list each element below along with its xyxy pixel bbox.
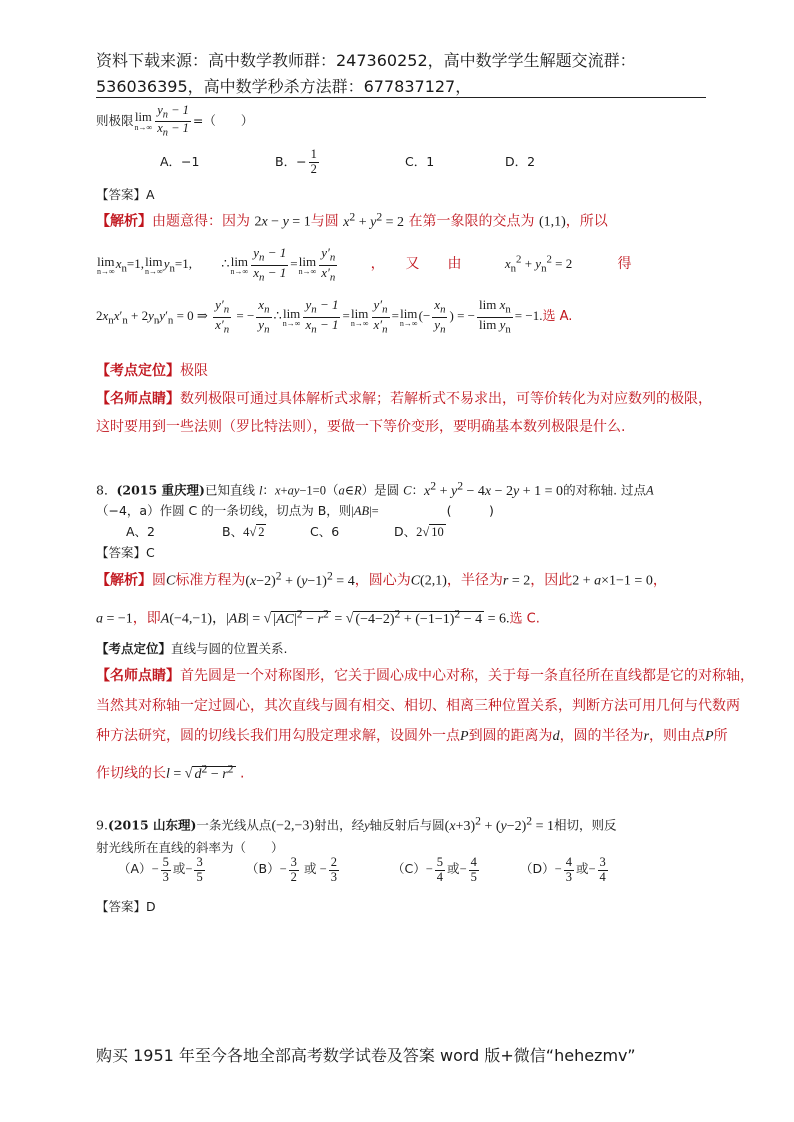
q8-kaodian <box>96 639 288 657</box>
q9-stem-line1: 9.(2015 山东理)一条光线从点(−2,−3)射出，经y轴反射后与圆$(x+3)^2 + (y-2)^2 = 1$相切，则反 <box>96 814 617 834</box>
q9-option-b-label: （B） <box>246 861 280 877</box>
q7-option-b-value: $\frac{1}{2}$ <box>310 147 317 176</box>
q8-stem-text: 已知直线 <box>204 482 255 498</box>
q9-or: 或 <box>447 861 460 877</box>
q7-analysis-text: 在第一象限的交点为 <box>408 213 535 230</box>
q8-analysis-text: ，因此 <box>530 572 573 589</box>
q7-option-b-label: B． <box>275 153 297 169</box>
q7-analysis-line3: $2x_nx'_n + 2y_ny'_n = 0$ ⇒ $\frac{y'_n}{x'_n}$ = − $\frac{x_n}{y_n}$ ∴ lim n→∞ $\frac{y_n - 1}{x_n - 1}$ = lim n→∞ $\frac{y'_n}{x'_n}$ = lim n→∞ (− $\frac{x_n}{y_n}$ ) = − $\frac{\lim x_n}{\lim y_n}$ = −1.选 A. <box>96 297 573 336</box>
q9-stem-line2: 射光线所在直线的斜率为（ ） <box>96 840 284 855</box>
q7-kaodian <box>96 360 208 380</box>
q9-number: 9. <box>96 817 108 833</box>
q8-mingshi-line2: 当然其对称轴一定过圆心，其次直线与圆有相交、相切、相离三种位置关系，判断方法可用几何与代数两 <box>96 698 740 714</box>
q7-analysis-text: 由题意得：因为 <box>152 213 250 230</box>
q8-analysis-line2: a = −1，即A(−4,−1)，|AB| = √ $|AC|^2 - r^2$ = √ $(-4-2)^2 + (-1-1)^2 - 4 = 6$.选 C. <box>96 607 540 627</box>
q7-stem-prefix: 则极限 <box>96 112 134 128</box>
header-line-1: 资料下载来源：高中数学教师群：247360252，高中数学学生解题交流群： <box>96 51 636 70</box>
q9-or: 或 <box>575 861 589 877</box>
q7-stem <box>96 104 253 139</box>
q8-option-d-value: 2√ 10 <box>416 525 444 539</box>
q7-mingshi-text: 数列极限可通过具体解析式求解；若解析式不易求出，可等价转化为对应数列的极限， <box>180 391 712 407</box>
q8-source: (2015 重庆理) <box>116 482 205 498</box>
q9-option-d-value: − $\frac{4}{3}$ 或− $\frac{3}{4}$ <box>554 855 606 884</box>
q7-answer: 【答案】A <box>96 187 155 202</box>
q8-analysis-text: ，圆心为 <box>354 572 411 589</box>
q8-options <box>126 522 446 540</box>
q9-option-a-label: （A） <box>118 861 152 877</box>
q9-source: (2015 山东理) <box>107 817 197 833</box>
q8-mingshi-line3: 种方法研究，圆的切线长我们用勾股定理求解，设圆外一点P到圆的距离为d，圆的半径为r，则由点P所 <box>96 728 728 744</box>
q8-analysis-end: 选 C. <box>509 611 540 627</box>
q9-or: 或 <box>172 861 186 877</box>
q8-number: 8． <box>96 482 117 498</box>
q8-answer: 【答案】C <box>96 545 155 560</box>
q8-analysis-text: ，即 <box>132 610 161 627</box>
q7-analysis-line2: lim n→∞ $x_n=1$, lim n→∞ $y_n=1$, ∴ lim n→∞ $\frac{y_n - 1}{x_n - 1}$ = lim n→∞ $\frac{y'_n}{x'_n}$ ， 又 由 $x_n^2 + y_n^2 = 2$ 得 <box>97 245 632 284</box>
q8-kaodian-label: 【考点定位】 <box>96 641 172 656</box>
q9-option-d-label: （D） <box>520 861 555 877</box>
q9-stem-text: 相切，则反 <box>554 817 617 833</box>
q8-mingshi-text: 作切线的长 <box>96 765 166 782</box>
q8-mingshi-line4: 作切线的长l = √ $d^2 - r^2$ . <box>96 762 245 782</box>
q9-option-a-value: − $\frac{5}{3}$ 或− $\frac{3}{5}$ <box>151 855 203 884</box>
q7-mingshi-line1 <box>96 388 712 408</box>
q8-analysis-line1: 【解析】圆C标准方程为$(x-2)^2 + (y-1)^2 = 4$，圆心为C(2,1)，半径为r = 2，因此2 + a×1−1 = 0， <box>96 569 667 589</box>
q8-option-c: C、6 <box>310 524 340 539</box>
q8-stem-line1: 8．(2015 重庆理)已知直线 l：x+ay−1=0（a∈R）是圆 C：$x^2 + y^2 - 4x - 2y + 1 = 0$的对称轴. 过点A <box>96 479 654 499</box>
q8-mingshi-text: 到圆的距离为 <box>468 728 553 744</box>
q9-stem-text: 一条光线从点 <box>196 817 272 833</box>
q7-option-d: D．2 <box>505 153 536 169</box>
q8-option-a: A、2 <box>126 524 156 539</box>
q7-mingshi-line2: 这时要用到一些法则（罗比特法则），要做一下等价变形，要明确基本数列极限是什么. <box>96 419 626 435</box>
header-divider <box>96 97 706 98</box>
page-footer: 购买 1951 年至今各地全部高考数学试卷及答案 word 版+微信“hehezmv” <box>96 1046 636 1065</box>
q7-analysis-label: 【解析】 <box>96 213 152 230</box>
q8-analysis-text: 标准方程为 <box>175 572 246 589</box>
q8-option-d-label: D、 <box>394 524 417 539</box>
q8-mingshi-line1 <box>96 665 754 685</box>
q7-options: A．−1 B．− $\frac{1}{2}$ C．1 D．2 <box>160 147 536 176</box>
q8-analysis-label: 【解析】 <box>96 572 152 589</box>
q8-mingshi-text: 所 <box>713 728 728 744</box>
q7-lim: lim n→∞ <box>134 110 153 132</box>
q7-analysis-end: 选 A. <box>542 308 573 324</box>
q9-option-c-value: − $\frac{5}{4}$ 或− $\frac{4}{5}$ <box>425 855 477 884</box>
q8-mingshi-label: 【名师点睛】 <box>96 668 180 684</box>
q8-analysis-text: 圆 <box>152 572 166 589</box>
q9-option-c-label: （C） <box>392 861 426 877</box>
q7-stem-suffix: =（ ） <box>192 112 254 128</box>
q7-analysis-line1: 【解析】由题意得：因为 2x − y = 1与圆 $x^2 + y^2 = 2$ 在第一象限的交点为 (1,1)，所以 <box>96 210 608 230</box>
q9-answer: 【答案】D <box>96 899 156 914</box>
q8-stem-line2: （−4，a）作圆 C 的一条切线，切点为 B，则|AB|= ( ) <box>96 503 494 518</box>
q8-option-b-value: 4√ 2 <box>243 525 265 539</box>
q7-kaodian-text: 极限 <box>180 363 208 379</box>
q8-option-b-label: B、 <box>222 524 244 539</box>
q8-mingshi-text: ，圆的半径为 <box>559 728 644 744</box>
q9-or: 或 <box>304 861 317 877</box>
q8-stem-text: 是圆 <box>374 482 400 498</box>
q7-mingshi-label: 【名师点睛】 <box>96 391 180 407</box>
q9-stem-text: 轴反射后与圆 <box>369 817 445 833</box>
q8-mingshi-text: ，则由点 <box>649 728 706 744</box>
q7-option-a: A．−1 <box>160 153 200 169</box>
q9-stem-text: 射出，经 <box>314 817 365 833</box>
q8-stem-text: （−4，a）作圆 C 的一条切线，切点为 B，则 <box>96 503 352 518</box>
q8-mingshi-text: 种方法研究，圆的切线长我们用勾股定理求解，设圆外一点 <box>96 728 460 744</box>
q9-option-b-value: − $\frac{3}{2}$ 或 − $\frac{2}{3}$ <box>279 855 337 884</box>
q7-analysis-de: 得 <box>617 255 632 272</box>
q8-stem-text: 的对称轴. 过点 <box>563 482 647 498</box>
q7-analysis-text: ，所以 <box>565 213 608 230</box>
q8-analysis-text: ，半径为 <box>446 572 503 589</box>
q7-option-c: C．1 <box>405 153 435 169</box>
q9-options <box>118 856 610 885</box>
q7-kaodian-label: 【考点定位】 <box>96 363 180 379</box>
q7-analysis-text: 与圆 <box>310 213 339 230</box>
q7-fraction: $\frac{y_n - 1}{x_n - 1}$ <box>157 103 189 139</box>
page-header <box>96 48 708 100</box>
q7-analysis-you: ， 又 由 <box>370 255 462 272</box>
q8-mingshi-text: 首先圆是一个对称图形，它关于圆心成中心对称，关于每一条直径所在直线都是它的对称轴， <box>180 668 754 684</box>
q8-kaodian-text: 直线与圆的位置关系. <box>171 641 288 656</box>
q8-paren: ( ) <box>446 503 494 518</box>
header-line-2: 536036395，高中数学秒杀方法群：677837127， <box>96 77 472 96</box>
